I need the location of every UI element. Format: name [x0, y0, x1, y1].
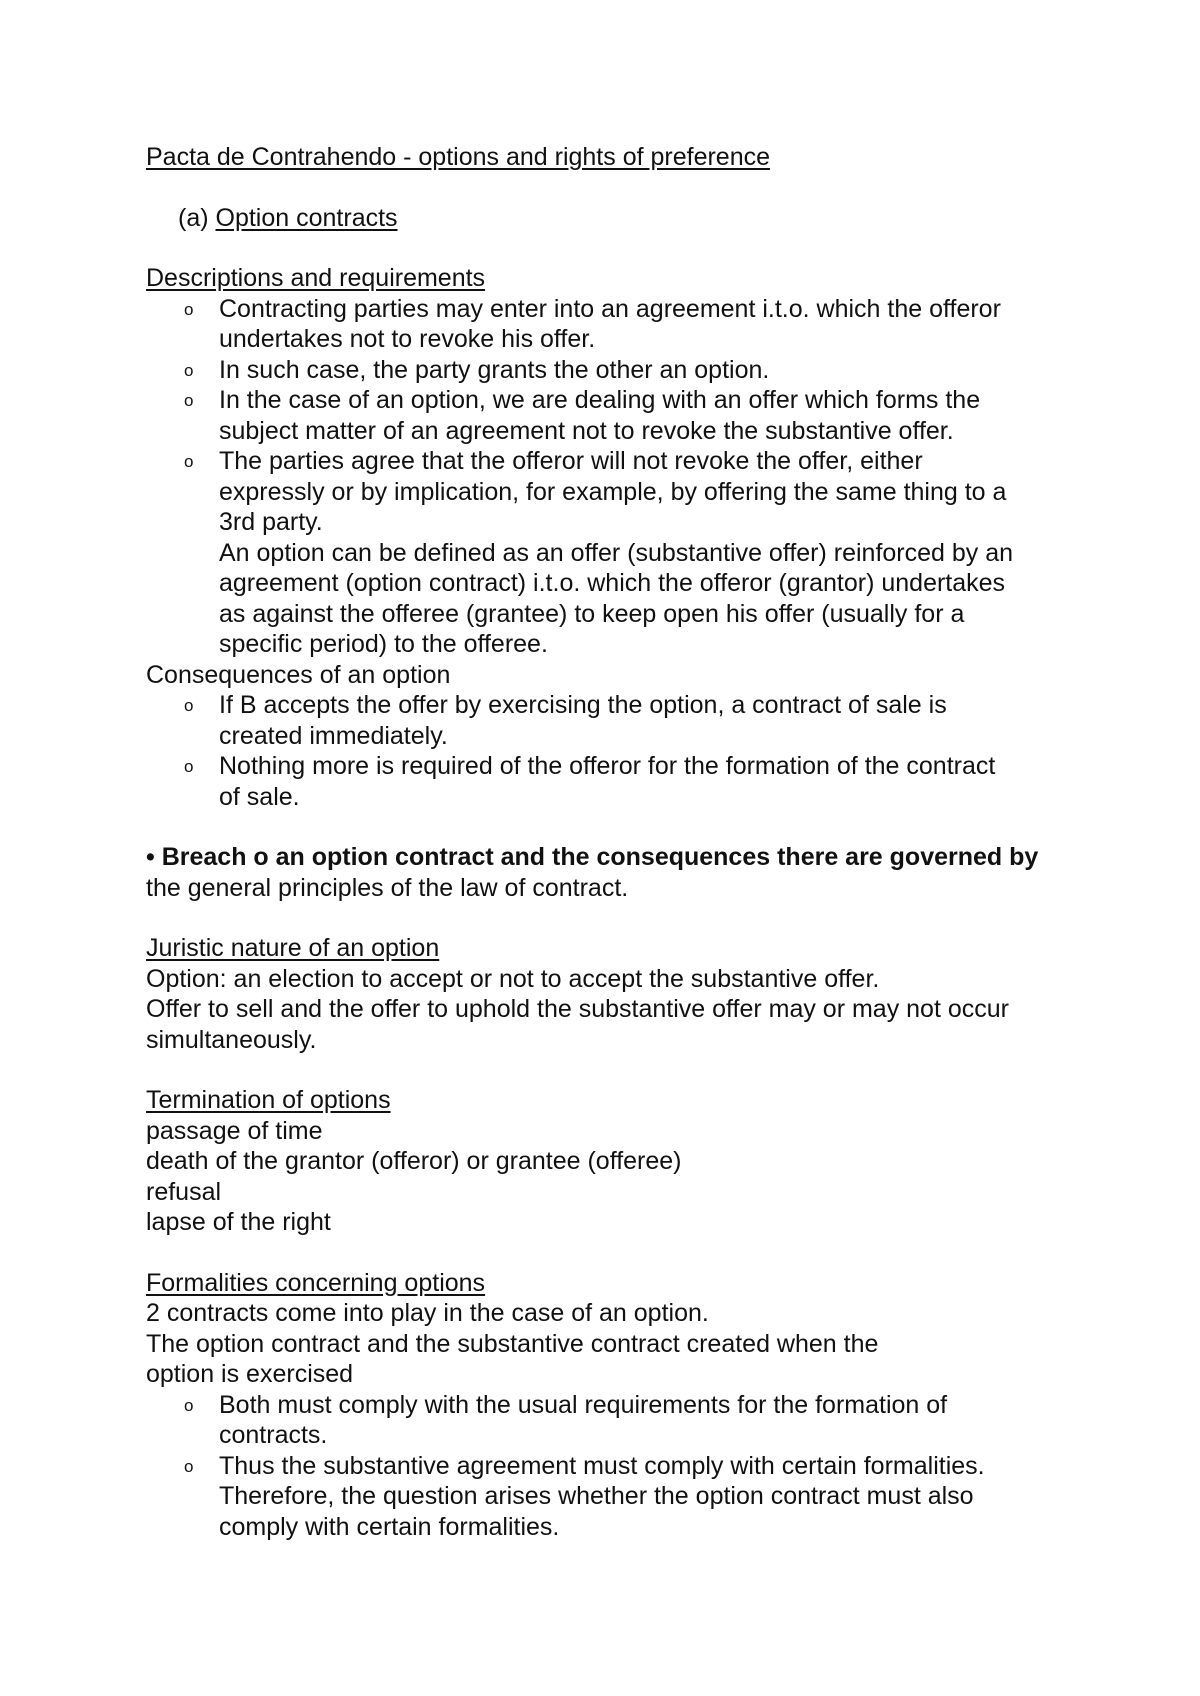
- list-item-line: If B accepts the offer by exercising the option, a contract of sale is: [219, 691, 947, 719]
- list-item-line: Nothing more is required of the offeror for the formation of the contract: [219, 752, 996, 780]
- list-item-line: The parties agree that the offeror will not revoke the offer, either: [219, 447, 923, 475]
- list-item: [146, 1390, 1086, 1451]
- paragraph-line: Offer to sell and the offer to uphold the substantive offer may or may not occur: [146, 995, 1009, 1023]
- list-item-line: Thus the substantive agreement must comply with certain formalities.: [219, 1451, 985, 1480]
- paragraph-line: lapse of the right: [146, 1208, 331, 1236]
- paragraph-line: simultaneously.: [146, 1025, 317, 1054]
- breach-statement: • Breach o an option contract and the consequences there are governed by: [146, 843, 1039, 871]
- spacer: [146, 1238, 1086, 1268]
- spacer: [146, 1055, 1086, 1085]
- list-item-line: created immediately.: [219, 721, 448, 750]
- formalities-list: [146, 1390, 1086, 1543]
- list-item-line: Therefore, the question arises whether the option contract must also: [219, 1482, 974, 1510]
- bullet-marker: o: [184, 696, 194, 715]
- paragraph-line: The option contract and the substantive contract created when the: [146, 1329, 879, 1358]
- subheading-label: Option contracts: [215, 203, 398, 232]
- list-item-line: Both must comply with the usual requirements for the formation of: [219, 1390, 948, 1419]
- consequences-list: [146, 690, 1086, 812]
- bullet-marker: o: [184, 757, 194, 776]
- list-item-line: In the case of an option, we are dealing with an offer which forms the: [219, 386, 981, 414]
- bullet-marker: o: [184, 1456, 194, 1476]
- list-item-line: 3rd party.: [219, 508, 323, 536]
- paragraph-line: specific period) to the offeree.: [219, 630, 548, 658]
- formalities-heading: Formalities concerning options: [146, 1268, 486, 1297]
- page-title: Pacta de Contrahendo - options and rights of preference: [146, 143, 771, 171]
- list-item-line: contracts.: [219, 1421, 328, 1449]
- bullet-marker: o: [184, 360, 194, 380]
- bullet-marker: o: [184, 391, 194, 410]
- paragraph-line: An option can be defined as an offer (substantive offer) reinforced by an: [219, 538, 1014, 567]
- paragraph-line: option is exercised: [146, 1360, 354, 1388]
- spacer: [146, 812, 1086, 842]
- list-item: [146, 690, 1086, 751]
- list-item: [146, 1451, 1086, 1543]
- list-item-line: expressly or by implication, for example, by offering the same thing to a: [219, 477, 1007, 506]
- paragraph-line: refusal: [146, 1177, 222, 1206]
- descriptions-heading: Descriptions and requirements: [146, 264, 486, 292]
- spacer: [146, 903, 1086, 933]
- juristic-heading: Juristic nature of an option: [146, 934, 440, 962]
- breach-statement-continued: the general principles of the law of contract.: [146, 873, 629, 902]
- list-item: [146, 385, 1086, 446]
- bullet-marker: o: [184, 299, 194, 319]
- paragraph-line: 2 contracts come into play in the case of an option.: [146, 1299, 709, 1327]
- subheading-marker: (a): [178, 203, 209, 232]
- list-item-line: In such case, the party grants the other an option.: [219, 355, 770, 384]
- paragraph-line: passage of time: [146, 1116, 323, 1145]
- spacer: [146, 233, 1086, 263]
- list-item: [146, 355, 1086, 386]
- bullet-marker: o: [184, 452, 194, 471]
- spacer: [146, 173, 1086, 203]
- paragraph-line: agreement (option contract) i.t.o. which the offeror (grantor) undertakes: [219, 569, 1006, 597]
- list-item-line: comply with certain formalities.: [219, 1512, 560, 1541]
- option-definition: [146, 538, 1086, 660]
- list-item-line: of sale.: [219, 782, 300, 811]
- list-item-line: Contracting parties may enter into an agreement i.t.o. which the offeror: [219, 294, 1001, 323]
- list-item: [146, 446, 1086, 538]
- termination-heading: Termination of options: [146, 1086, 391, 1114]
- paragraph-line: Option: an election to accept or not to accept the substantive offer.: [146, 964, 880, 993]
- section-subheading: [146, 203, 1086, 234]
- list-item: [146, 751, 1086, 812]
- list-item-line: undertakes not to revoke his offer.: [219, 325, 596, 353]
- list-item: [146, 294, 1086, 355]
- paragraph-line: death of the grantor (offeror) or grantee (offeree): [146, 1147, 682, 1175]
- list-item-line: subject matter of an agreement not to revoke the substantive offer.: [219, 416, 954, 445]
- document-page: [146, 142, 1086, 1542]
- descriptions-list: [146, 294, 1086, 538]
- consequences-heading: Consequences of an option: [146, 660, 451, 689]
- bullet-marker: o: [184, 1395, 194, 1415]
- paragraph-line: as against the offeree (grantee) to keep open his offer (usually for a: [219, 599, 965, 628]
